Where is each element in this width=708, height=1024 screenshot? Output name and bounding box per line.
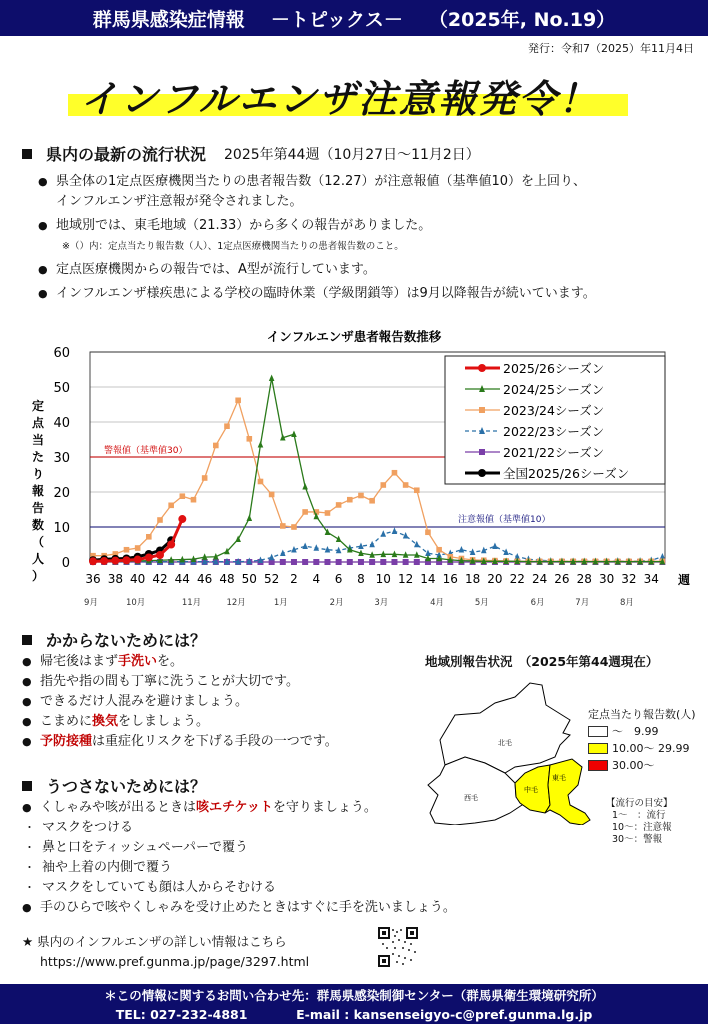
- list-item: ・ 袖や上着の内側で覆う: [22, 858, 512, 878]
- influenza-trend-chart: [0, 320, 708, 620]
- list-item: ● 手のひらで咳やくしゃみを受け止めたときはすぐに手を洗いましょう。: [22, 898, 512, 918]
- list-item: ● 帰宅後はまず手洗いを。: [22, 652, 402, 672]
- y-axis-label-char: 定: [31, 399, 45, 413]
- data-point: [247, 514, 253, 521]
- data-point: [89, 557, 97, 565]
- map-guide-item: 1～ ：流行: [612, 810, 666, 821]
- legend-marker: [479, 407, 485, 413]
- legend-marker: [479, 449, 485, 455]
- data-point: [492, 542, 498, 549]
- list-item: ● できるだけ人混みを避けましょう。: [22, 692, 402, 712]
- x-tick-label: 20: [487, 572, 503, 586]
- x-tick-label: 34: [643, 572, 659, 586]
- x-tick-label: 50: [241, 572, 257, 586]
- x-tick-label: 44: [174, 572, 190, 586]
- data-point: [124, 547, 130, 553]
- section-heading: うつさないためには？: [46, 777, 207, 796]
- status-bullet: ● インフルエンザ様疾患による学校の臨時休業（学級閉鎖等）は9月以降報告が続いています。: [38, 284, 698, 304]
- status-bullet: ● 定点医療機関からの報告では、A型が流行しています。: [38, 260, 698, 280]
- y-axis-label-char: 数: [31, 518, 45, 532]
- map-title: 地域別報告状況 （2025年第44週現在）: [425, 654, 659, 669]
- series-line: [93, 531, 662, 561]
- x-tick-label: 42: [152, 572, 168, 586]
- square-bullet-icon: [22, 149, 32, 159]
- map-legend-item: ～ 9.99: [588, 723, 696, 740]
- legend-label: 2021/22シーズン: [503, 445, 605, 460]
- data-point: [391, 559, 397, 565]
- data-point: [100, 557, 108, 565]
- month-label: 8月: [619, 598, 634, 608]
- map-label-chumo: 中毛: [524, 786, 538, 794]
- chart-title: インフルエンザ患者報告数推移: [266, 329, 442, 344]
- legend-label: 2023/24シーズン: [503, 403, 605, 418]
- month-label: 4月: [430, 598, 445, 608]
- x-tick-label: 30: [598, 572, 615, 586]
- data-point: [380, 482, 386, 488]
- data-point: [347, 497, 353, 503]
- qr-code-icon[interactable]: [378, 927, 418, 967]
- list-item: ● 予防接種は重症化リスクを下げる手段の一つです。: [22, 732, 402, 752]
- data-point: [191, 497, 197, 503]
- x-axis-label: 週: [678, 573, 691, 587]
- section-heading: かからないためには？: [46, 631, 207, 650]
- data-point: [247, 436, 253, 442]
- x-tick-label: 32: [621, 572, 637, 586]
- y-axis-label-char: （: [31, 535, 45, 549]
- x-tick-label: 14: [420, 572, 436, 586]
- map-legend-item: 10.00～ 29.99: [588, 740, 696, 757]
- gunma-region-map: [420, 675, 600, 825]
- data-point: [146, 534, 152, 540]
- map-guide-item: 10～：注意報: [612, 822, 672, 833]
- data-point: [414, 559, 420, 565]
- month-label: 11月: [181, 598, 202, 608]
- month-label: 1月: [273, 598, 288, 608]
- y-tick-label: 20: [53, 486, 70, 501]
- month-label: 12月: [226, 598, 246, 608]
- x-tick-label: 16: [442, 572, 458, 586]
- map-legend-title: 定点当たり報告数(人): [588, 708, 696, 721]
- data-point: [403, 559, 409, 565]
- x-tick-label: 12: [397, 572, 414, 586]
- month-label: 6月: [530, 598, 545, 608]
- list-item: ・ 鼻と口をティッシュペーパーで覆う: [22, 838, 512, 858]
- y-tick-label: 40: [53, 416, 70, 431]
- data-point: [369, 541, 375, 548]
- legend-label: 2025/26シーズン: [503, 361, 605, 376]
- footer-contacts: [0, 1005, 708, 1024]
- month-label: 3月: [374, 598, 389, 608]
- data-point: [459, 546, 465, 553]
- x-tick-label: 28: [576, 572, 592, 586]
- legend-marker: [478, 364, 486, 372]
- info-url-link[interactable]: https://www.pref.gunma.jp/page/3297.html: [40, 954, 310, 969]
- x-tick-label: 26: [554, 572, 570, 586]
- data-point: [258, 441, 264, 448]
- data-point: [157, 517, 163, 523]
- data-point: [302, 509, 308, 515]
- month-label: 7月: [575, 598, 590, 608]
- data-point: [324, 559, 330, 565]
- y-axis-label-char: 人: [31, 552, 45, 566]
- x-tick-label: 24: [531, 572, 548, 586]
- footer-contact: ＊この情報に関するお問い合わせ先：群馬県感染制御センター（群馬県衛生環境研究所）: [104, 988, 604, 1003]
- reference-line-label: 注意報値（基準値10）: [458, 515, 551, 525]
- data-point: [436, 547, 442, 553]
- map-legend-item: 30.00～: [588, 757, 696, 774]
- issue-date: 発行：令和7（2025）年11月4日: [528, 42, 694, 55]
- prevent-bullets: [22, 652, 402, 752]
- data-point: [313, 559, 319, 565]
- y-tick-label: 30: [53, 451, 70, 466]
- data-point: [235, 398, 241, 404]
- x-tick-label: 22: [509, 572, 525, 586]
- header-issue: （2025年, No.19）: [428, 8, 616, 31]
- data-point: [414, 541, 420, 548]
- data-point: [302, 483, 308, 490]
- data-point: [280, 523, 286, 529]
- square-bullet-icon: [22, 635, 32, 645]
- x-tick-label: 4: [312, 572, 321, 586]
- data-point: [380, 559, 386, 565]
- square-bullet-icon: [22, 781, 32, 791]
- data-point: [302, 542, 308, 549]
- data-point: [392, 470, 398, 476]
- data-point: [167, 541, 175, 549]
- x-tick-label: 10: [375, 572, 391, 586]
- map-label-hokumo: 北毛: [498, 739, 512, 747]
- data-point: [135, 545, 141, 551]
- y-tick-label: 0: [61, 556, 70, 571]
- map-region-tomo: [545, 759, 590, 825]
- legend-label: 全国2025/26シーズン: [503, 466, 630, 481]
- y-axis-label-char: り: [31, 467, 45, 481]
- month-label: 2月: [329, 598, 344, 608]
- legend-marker: [478, 469, 486, 477]
- data-point: [291, 524, 297, 530]
- spread-section-title: [22, 774, 206, 797]
- x-tick-label: 40: [130, 572, 146, 586]
- data-point: [202, 475, 208, 481]
- data-point: [178, 515, 186, 523]
- reference-line-label: 警報値（基準値30）: [104, 446, 188, 456]
- data-point: [180, 493, 186, 499]
- y-axis-label-char: ）: [31, 569, 45, 583]
- data-point: [358, 559, 364, 565]
- data-point: [380, 530, 386, 537]
- data-point: [145, 553, 153, 561]
- data-point: [122, 556, 130, 564]
- month-label: 5月: [474, 598, 489, 608]
- data-point: [403, 532, 409, 539]
- footer-bar: [0, 984, 708, 1024]
- footer-email-link[interactable]: E-mail : kansenseigyo-c@pref.gunma.lg.jp: [296, 1007, 593, 1022]
- x-tick-label: 8: [357, 572, 365, 586]
- map-label-seimo: 西毛: [464, 794, 478, 802]
- x-tick-label: 48: [219, 572, 235, 586]
- y-tick-label: 60: [53, 346, 70, 361]
- x-tick-label: 38: [107, 572, 123, 586]
- x-tick-label: 46: [197, 572, 213, 586]
- info-text: ★ 県内のインフルエンザの詳しい情報はこちら: [22, 934, 287, 949]
- status-bullets: [38, 172, 698, 304]
- month-label: 9月: [84, 598, 98, 608]
- data-point: [213, 443, 219, 449]
- data-point: [168, 503, 174, 509]
- list-item: ● こまめに換気をしましょう。: [22, 712, 402, 732]
- data-point: [369, 498, 375, 504]
- data-point: [269, 374, 275, 381]
- map-label-tomo: 東毛: [552, 774, 566, 782]
- data-point: [336, 502, 342, 508]
- data-point: [403, 482, 409, 488]
- x-tick-label: 36: [85, 572, 101, 586]
- map-legend: [588, 706, 696, 774]
- x-tick-label: 2: [290, 572, 298, 586]
- header-bar: [0, 0, 708, 36]
- data-point: [280, 559, 286, 565]
- data-point: [111, 557, 119, 565]
- x-tick-label: 52: [264, 572, 280, 586]
- data-point: [156, 551, 164, 559]
- list-item: ・ マスクをつける: [22, 818, 512, 838]
- data-point: [358, 542, 364, 549]
- status-bullet: ● 地域別では、東毛地域（21.33）から多くの報告がありました。: [38, 216, 698, 236]
- data-point: [336, 559, 342, 565]
- data-point: [347, 559, 353, 565]
- data-point: [414, 487, 420, 493]
- data-point: [258, 479, 264, 485]
- info-section: [22, 932, 309, 972]
- data-point: [392, 527, 398, 534]
- data-point: [269, 492, 275, 498]
- banner-text: インフルエンザ注意報発令！: [80, 77, 599, 121]
- y-tick-label: 50: [53, 381, 70, 396]
- y-axis-label-char: 点: [31, 416, 45, 430]
- section-period: 2025年第44週（10月27日～11月2日）: [224, 146, 480, 163]
- legend-swatch-yellow: [588, 743, 608, 754]
- legend-swatch-white: [588, 726, 608, 737]
- list-item: ● 指先や指の間も丁寧に洗うことが大切です。: [22, 672, 402, 692]
- header-subtitle: －トピックス－: [270, 8, 403, 31]
- data-point: [314, 544, 320, 551]
- y-tick-label: 10: [53, 521, 70, 536]
- legend-swatch-red: [588, 760, 608, 771]
- data-point: [291, 559, 297, 565]
- section-heading: 県内の最新の流行状況: [46, 145, 207, 164]
- data-point: [291, 430, 297, 437]
- data-point: [134, 556, 142, 564]
- map-guide-item: 30～：警報: [612, 834, 663, 845]
- list-item: ・ マスクをしていても顔は人からそむける: [22, 878, 512, 898]
- map-guide-title: 【流行の目安】: [606, 798, 673, 809]
- data-point: [358, 493, 364, 499]
- status-note: ※（）内：定点当たり報告数（人）、1定点医療機関当たりの患者報告数のこと。: [62, 241, 404, 252]
- data-point: [425, 529, 431, 535]
- data-point: [369, 559, 375, 565]
- y-axis-label-char: 当: [31, 433, 45, 447]
- prevent-section-title: [22, 628, 206, 651]
- legend-label: 2022/23シーズン: [503, 424, 605, 439]
- alert-banner: [68, 68, 628, 120]
- legend-label: 2024/25シーズン: [503, 382, 605, 397]
- data-point: [269, 554, 275, 561]
- y-axis-label-char: 報: [31, 484, 45, 498]
- y-axis-label-char: 告: [31, 501, 45, 515]
- x-tick-label: 18: [464, 572, 481, 586]
- footer-tel: TEL: 027-232-4881: [115, 1007, 248, 1022]
- x-tick-label: 6: [334, 572, 343, 586]
- data-point: [302, 559, 308, 565]
- y-axis-label-char: た: [31, 450, 45, 464]
- list-item: ● くしゃみや咳が出るときは咳エチケットを守りましょう。: [22, 798, 512, 818]
- map-guide: [606, 798, 673, 846]
- status-bullet: ● 県全体の1定点医療機関当たりの患者報告数（12.27）が注意報値（基準値10）を上回り、 インフルエンザ注意報が発令されました。: [38, 172, 698, 212]
- data-point: [224, 423, 230, 429]
- month-label: 10月: [125, 598, 146, 608]
- header-title: 群馬県感染症情報: [92, 8, 245, 31]
- status-section-title: [22, 142, 480, 165]
- data-point: [325, 510, 331, 516]
